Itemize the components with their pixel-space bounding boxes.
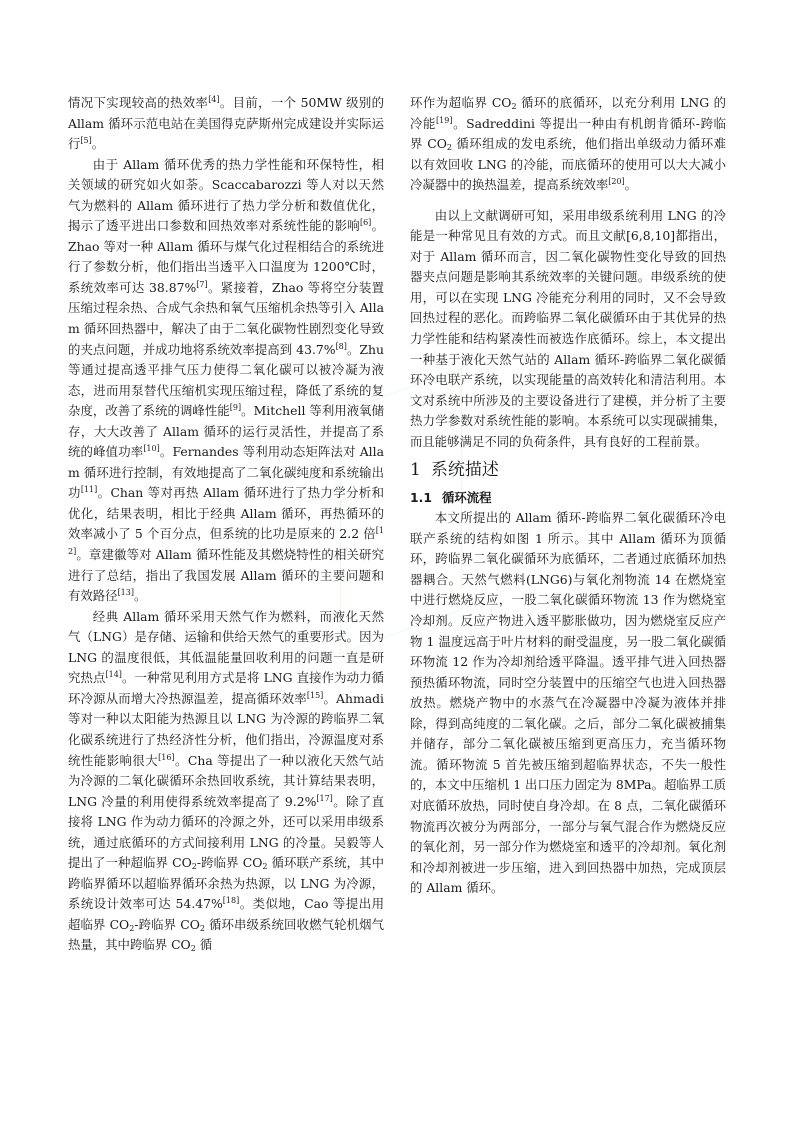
paragraph-lng-research: 经典 Allam 循环采用天然气作为燃料，而液化天然气（LNG）是存储、运输和供给天然气的重要形式。因为 LNG 的温度很低，其低温能量回收利用的问题一直是研究热点[14]。一种常见利用方式是将 LNG 直接作为动力循环冷源从而增大冷热源温差，提高循环效率[15]。Ahmadi 等对一种以太阳能为热源且以 LNG 为冷源的跨临界二氧化碳系统进行了热经济性分析，他们指出，冷源温度对系统性能影响很大[16]。Cha 等提出了一种以液化天然气站为冷源的二氧化碳循环余热回收系统，其计算结果表明，LNG 冷量的利用使得系统效率提高了 9.2%[17]。除了直接将 LNG 作为动力循环的冷源之外，还可以采用串级系统，通过底循环的方式间接利用 LNG 的冷量。吴毅等人提出了一种超临界 $CO_2-$跨临界 $CO_2$ 循环联产系统，其中跨临界循环以超临界循环余热为热源，以 LNG 为冷源，系统设计效率可达 54.47%[18]。类似地，Cao 等提出用超临界 $CO_2-$跨临界 $CO_2$ 循环串级系统回收燃气轮机烟气热量，其中跨临界 $CO_2$ 循: [68, 608, 385, 954]
paragraph-intro-end: 情况下实现较高的热效率[4]。目前，一个 50MW 级别的 Allam 循环示范电站在美国得克萨斯州完成建设并实际运行[5]。: [68, 95, 384, 152]
paragraph-summary: 由以上文献调研可知，采用串级系统利用 LNG 的冷能是一种常见且有效的方式。而且文献[6,8,10]都指出，对于 Allam 循环而言，因二氧化碳物性变化导致的回热器夹点问题是影响其系统效率的关键问题。串级系统的使用，可以在实现 LNG 冷能充分利用的同时，又不会导致回热过程的恶化。而跨临界二氧化碳循环由于其优异的热力学性能和结构紧凑性而被选作底循环。综上，本文提出一种基于液化天然气站的 Allam 循环-跨临界二氧化碳循环冷电联产系统，以实现能量的高效转化和清洁利用。本文对系统中所涉及的主要设备进行了建模，并分析了主要热力学参数对系统性能的影响。本系统可以实现碳捕集，而且能够满足不同的负荷条件，具有良好的工程前景。: [410, 207, 726, 449]
paragraph-cascade-research: 环作为超临界 $CO_2$ 循环的底循环，以充分利用 LNG 的冷能[19]。Sadreddini 等提出一种由有机朗肯循环-跨临界 $CO_2$ 循环组成的发电系统，他们指出单级动力循环难以有效回收 LNG 的冷能，而底循环的使用可以大大减小冷凝器中的换热温差，提高系统效率[20]。: [410, 95, 726, 193]
right-column: [410, 93, 726, 899]
paragraph-allam-research: 由于 Allam 循环优秀的热力学性能和环保特性，相关领域的研究如火如荼。Scaccabarozzi 等人对以天然气为燃料的 Allam 循环进行了热力学分析和数值优化，揭示了透平进出口参数和回热效率对系统性能的影响[6]。Zhao 等对一种 Allam 循环与煤气化过程相结合的系统进行了参数分析，他们指出当透平入口温度为 1200℃时，系统效率可达 38.87%[7]。紧接着，Zhao 等将空分装置压缩过程余热、合成气余热和氧气压缩机余热等引入 Allam 循环回热器中，解决了由于二氧化碳物性剧烈变化导致的夹点问题，并成功地将系统效率提高到 43.7%[8]。Zhu 等通过提高透平排气压力使得二氧化碳可以被冷凝为液态，进而用泵替代压缩机实现压缩过程，降低了系统的复杂度，改善了系统的调峰性能[9]。Mitchell 等利用液氧储存，大大改善了 Allam 循环的运行灵活性，并提高了系统的峰值功率[10]。Fernandes 等利用动态矩阵法对 Allam 循环进行控制，有效地提高了二氧化碳纯度和系统输出功[11]。Chan 等对再热 Allam 循环进行了热力学分析和优化，结果表明，相比于经典 Allam 循环，再热循环的效率减小了 5 个百分点，但系统的比功是原来的 2.2 倍[12]。章建徽等对 Allam 循环性能及其燃烧特性的相关研究进行了总结，指出了我国发展 Allam 循环的主要问题和有效路径[13]。: [68, 156, 385, 604]
subsection-number: 1.1: [410, 490, 432, 506]
subsection-title: 循环流程: [441, 490, 492, 506]
section-heading: [410, 458, 726, 482]
paragraph-cycle-process: 本文所提出的 Allam 循环-跨临界二氧化碳循环冷电联产系统的结构如图 1 所示。其中 Allam 循环为顶循环，跨临界二氧化碳循环为底循环，二者通过底循环加热器耦合。天然气燃料(LNG6)与氧化剂物流 14 在燃烧室中进行燃烧反应，一股二氧化碳循环物流 13 作为燃烧室冷却剂。反应产物进入透平膨胀做功，因为燃烧室反应产物 1 温度远高于叶片材料的耐受温度，另一股二氧化碳循环物流 12 作为冷却剂给透平降温。透平排气进入回热器预热循环物流，同时空分装置中的压缩空气也进入回热器放热。燃烧产物中的水蒸气在冷凝器中冷凝为液体并排除，得到高纯度的二氧化碳。之后，部分二氧化碳被捕集并储存，部分二氧化碳被压缩到更高压力，充当循环物流。循环物流 5 首先被压缩到超临界状态，不失一般性的，本文中压缩机 1 出口压力固定为 8MPa。超临界工质对底循环放热，同时使自身冷却。在 8 点，二氧化碳循环物流再次被分为两部分，一部分与氧气混合作为燃烧反应的氧化剂，另一部分作为燃烧室和透平的冷却剂。氧化剂和冷却剂被进一步压缩，进入到回热器中加热，完成顶层的 Allam 循环。: [410, 510, 726, 896]
section-number: 1: [410, 460, 421, 481]
subsection-heading: [410, 488, 726, 508]
section-title: 系统描述: [430, 460, 499, 481]
left-column: [68, 93, 384, 956]
